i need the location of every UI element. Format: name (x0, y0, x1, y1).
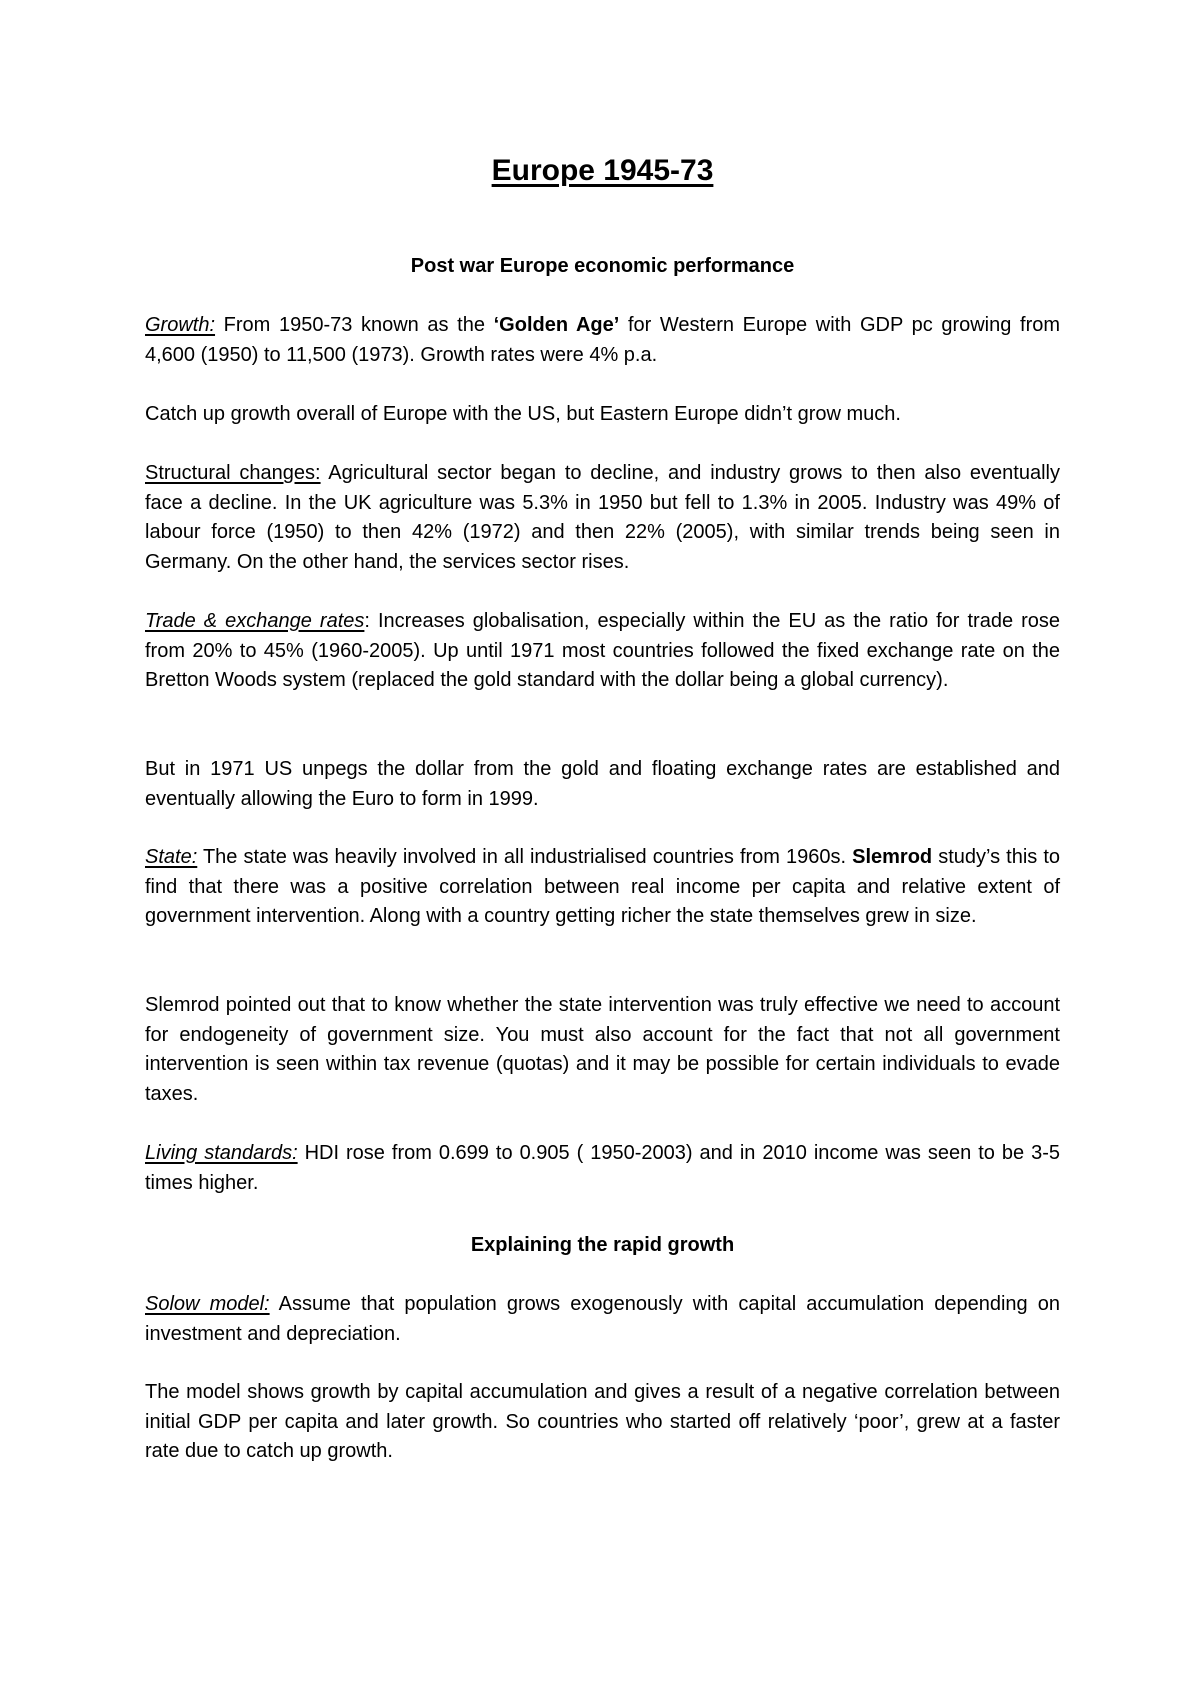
section-heading-rapid-growth: Explaining the rapid growth (470, 1234, 735, 1256)
state-label: State: (145, 846, 198, 868)
catch-up-paragraph: Catch up growth overall of Europe with the US, but Eastern Europe didn’t grow much. (145, 403, 901, 425)
section-heading-performance: Post war Europe economic performance (410, 255, 795, 277)
page-title: Europe 1945-73 (491, 154, 714, 187)
golden-age-term: ‘Golden Age’ (493, 314, 620, 336)
living-standards-text: HDI rose from 0.699 to 0.905 ( 1950-2003) and in 2010 income was seen to be 3-5 times higher. (145, 1142, 1060, 1194)
model-paragraph: The model shows growth by capital accumulation and gives a result of a negative correlation between initial GDP per capita and later growth. So countries who started off relatively ‘poor’, grew at a faster rate due to catch up growth. (145, 1381, 1060, 1462)
growth-paragraph (145, 311, 1060, 370)
structural-text: Agricultural sector began to decline, and industry grows to then also eventually face a decline. In the UK agriculture was 5.3% in 1950 but fell to 1.3% in 2005. Industry was 49% of labour force (1950) to then 42% (1972) and then 22% (2005), with similar trends being seen in Germany. On the other hand, the services sector rises. (145, 462, 1060, 573)
slemrod-term: Slemrod (852, 846, 933, 868)
unpeg-paragraph: But in 1971 US unpegs the dollar from the gold and floating exchange rates are established and eventually allowing the Euro to form in 1999. (145, 758, 1060, 810)
solow-text: Assume that population grows exogenously with capital accumulation depending on investment and depreciation. (145, 1293, 1060, 1345)
structural-label: Structural changes: (145, 462, 321, 484)
growth-text-after: for Western Europe with GDP pc growing from 4,600 (1950) to 11,500 (1973). Growth rates were 4% p.a. (145, 314, 1061, 366)
trade-label: Trade & exchange rates (145, 610, 365, 632)
state-paragraph (145, 843, 1060, 932)
growth-label: Growth: (145, 314, 216, 336)
living-standards-paragraph (145, 1139, 1060, 1198)
trade-paragraph (145, 607, 1060, 696)
slemrod-paragraph: Slemrod pointed out that to know whether the state intervention was truly effective we need to account for endogeneity of government size. You must also account for the fact that not all government intervention is seen within tax revenue (quotas) and it may be possible for certain individuals to evade taxes. (145, 994, 1060, 1105)
solow-label: Solow model: (145, 1293, 270, 1315)
structural-paragraph (145, 459, 1060, 577)
trade-text: Increases globalisation, especially within the EU as the ratio for trade rose from 20% to 45% (1960-2005). Up until 1971 most countries followed the fixed exchange rate on the Bretton Woods system (replaced the gold standard with the dollar being a global currency). (145, 610, 1060, 691)
trade-colon: : (364, 610, 370, 632)
solow-paragraph (145, 1290, 1060, 1349)
state-text-before: The state was heavily involved in all industrialised countries from 1960s. (197, 846, 853, 868)
state-text-after: study’s this to find that there was a positive correlation between real income per capita and relative extent of government intervention. Along with a country getting richer the state themselves grew in size. (145, 846, 1060, 927)
living-standards-label: Living standards: (145, 1142, 298, 1164)
growth-text-before: From 1950-73 known as the (215, 314, 494, 336)
